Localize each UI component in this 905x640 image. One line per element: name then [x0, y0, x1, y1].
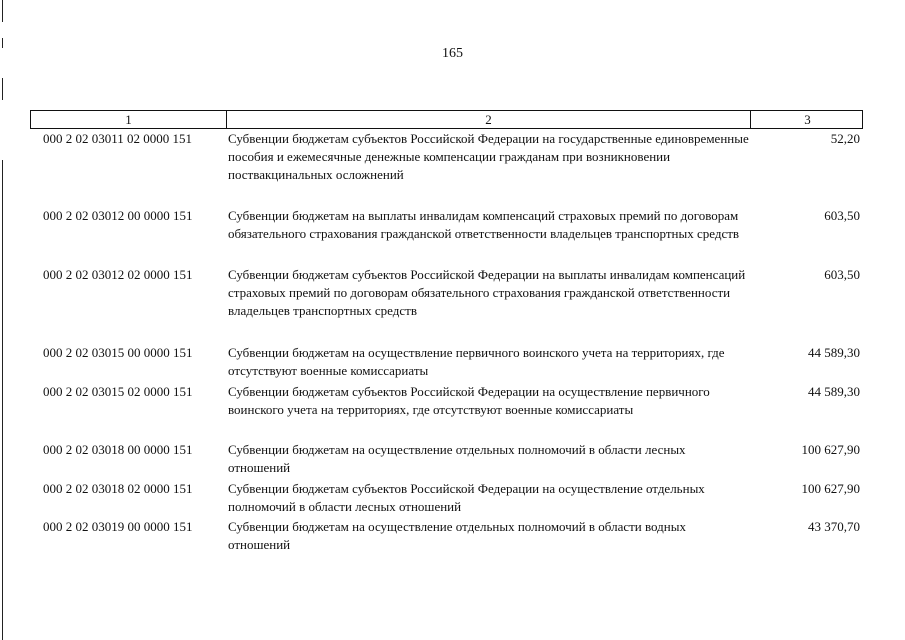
row-amount: 100 627,90: [801, 442, 860, 457]
row-description: Субвенции бюджетам на осуществление отдельных полномочий в области лесных отношений: [228, 442, 686, 475]
row-amount: 44 589,30: [808, 384, 860, 399]
column-header-3: 3: [804, 112, 811, 127]
scan-edge-mark: [2, 78, 3, 100]
table-header: [30, 110, 863, 129]
budget-code: 000 2 02 03012 00 0000 151: [43, 208, 193, 223]
budget-code: 000 2 02 03015 02 0000 151: [43, 384, 193, 399]
table-row: [30, 343, 863, 382]
table-row: [30, 265, 863, 343]
row-amount: 52,20: [830, 131, 860, 146]
table-row: [30, 382, 863, 440]
row-amount: 43 370,70: [808, 519, 860, 534]
table-row: [30, 440, 863, 479]
row-description: Субвенции бюджетам на осуществление первичного воинского учета на территориях, где отсутствуют военные комиссариаты: [228, 345, 725, 378]
budget-table: [30, 110, 863, 557]
budget-code: 000 2 02 03015 00 0000 151: [43, 345, 193, 360]
table-row: [30, 479, 863, 517]
row-amount: 44 589,30: [808, 345, 860, 360]
budget-code: 000 2 02 03018 02 0000 151: [43, 481, 193, 496]
table-row: [30, 129, 863, 206]
row-amount: 100 627,90: [801, 481, 860, 496]
row-description: Субвенции бюджетам субъектов Российской Федерации на выплаты инвалидам компенсаций страховых премий по договорам обязательного страхования гражданской ответственности владельцев транспортных средств: [228, 267, 746, 318]
row-description: Субвенции бюджетам на осуществление отдельных полномочий в области водных отношений: [228, 519, 686, 552]
column-header-2: 2: [227, 111, 751, 128]
row-amount: 603,50: [824, 267, 860, 282]
row-description: Субвенции бюджетам на выплаты инвалидам компенсаций страховых премий по договорам обязательного страхования гражданской ответственности владельцев транспортных средств: [228, 208, 740, 241]
table-row: [30, 206, 863, 265]
page-number: 165: [442, 46, 463, 61]
budget-code: 000 2 02 03012 02 0000 151: [43, 267, 193, 282]
budget-code: 000 2 02 03011 02 0000 151: [43, 131, 193, 146]
column-header-1: 1: [31, 111, 227, 128]
row-description: Субвенции бюджетам субъектов Российской Федерации на государственные единовременные пособия и ежемесячные денежные компенсации гражданам при возникновении поствакцинальных осложнений: [228, 131, 749, 182]
budget-code: 000 2 02 03018 00 0000 151: [43, 442, 193, 457]
scan-edge-mark: [2, 0, 3, 22]
table-row: [30, 517, 863, 557]
row-description: Субвенции бюджетам субъектов Российской Федерации на осуществление первичного воинского учета на территориях, где отсутствуют военные комиссариаты: [228, 384, 710, 417]
scan-edge-mark: [2, 160, 3, 640]
row-description: Субвенции бюджетам субъектов Российской Федерации на осуществление отдельных полномочий в области лесных отношений: [228, 481, 705, 514]
budget-code: 000 2 02 03019 00 0000 151: [43, 519, 193, 534]
row-amount: 603,50: [824, 208, 860, 223]
